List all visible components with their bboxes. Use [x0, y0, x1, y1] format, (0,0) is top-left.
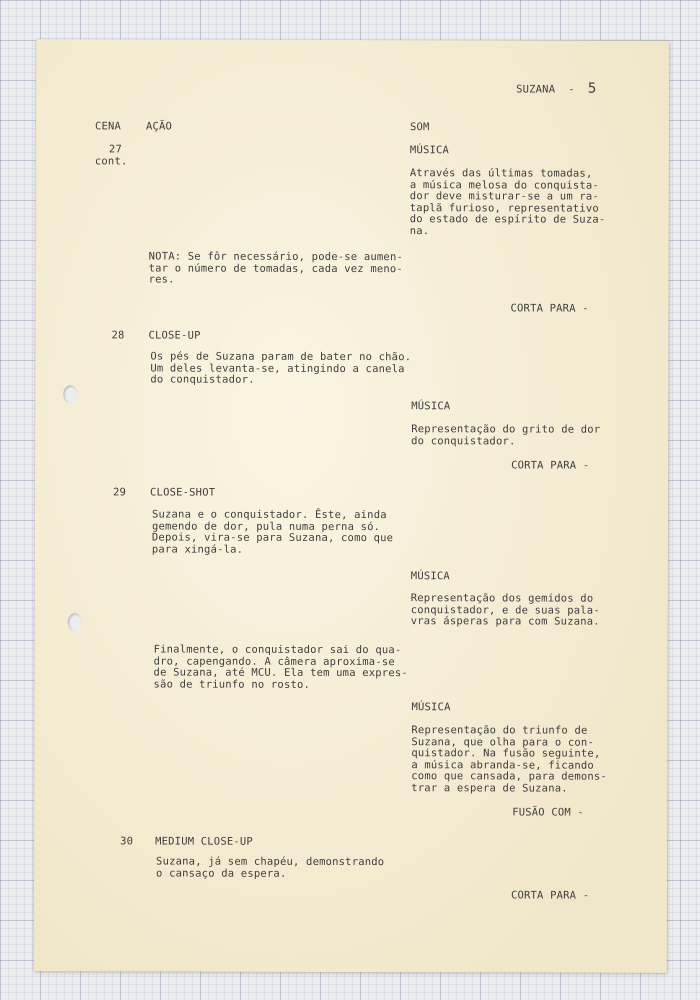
scene-note: NOTA: Se fôr necessário, pode-se aumen- tar o número de tomadas, cada vez meno- res. — [148, 250, 404, 286]
transition: CORTA PARA - — [511, 459, 590, 472]
column-scene-heading: CENA — [94, 120, 122, 133]
sound-heading: MÚSICA — [411, 400, 451, 413]
header-separator: - — [568, 83, 575, 96]
page-number: 5 — [587, 80, 597, 97]
transition: FUSÃO COM - — [512, 806, 584, 819]
sound-description: Representação do grito de dor do conquistador. — [411, 423, 601, 447]
scene-number: 27 — [108, 143, 122, 156]
scene-number: 29 — [113, 486, 127, 499]
action-description: Suzana, já sem chapéu, demonstrando o cansaço da espera. — [156, 855, 385, 880]
punch-hole-top — [63, 385, 77, 403]
column-sound-heading: SOM — [409, 121, 430, 134]
transition: CORTA PARA - — [510, 302, 589, 315]
punch-hole-bottom — [68, 613, 82, 631]
action-description: Os pés de Suzana param de bater no chão. Um deles levanta-se, atingindo a canela do conquistador. — [150, 350, 412, 386]
sound-heading: MÚSICA — [411, 701, 451, 714]
column-action-heading: AÇÃO — [145, 120, 173, 133]
scene-number: 30 — [120, 835, 134, 848]
sound-description: Representação do triunfo de Suzana, que olha para o con- quistador. Na fusão seguinte, a música abranda-se, ficando como que cansada, para demons- trar a espera de Suzana. — [411, 724, 607, 795]
sound-description: Através das últimas tomadas, a música melosa do conquista- dor deve misturar-se a um ra- taplã furioso, representativo do estado de espírito de Suza- na. — [409, 167, 606, 237]
action-description: Suzana e o conquistador. Êste, ainda gemendo de dor, pula numa perna só. Depois, vira-se para Suzana, como que para xingá-la. — [151, 508, 394, 556]
shot-type: CLOSE-SHOT — [150, 486, 216, 499]
action-description: Finalmente, o conquistador sai do qua- dro, capengando. A câmera aproxima-se de Suzana, até MCU. Ela tem uma expres- são de triunfo no rosto. — [153, 643, 408, 691]
scene-number: 28 — [111, 329, 125, 342]
sound-description: Representação dos gemidos do conquistador, e de suas pala- vras ásperas para com Suzana. — [410, 592, 600, 628]
shot-type: CLOSE-UP — [148, 329, 201, 342]
scene-continued: cont. — [94, 155, 128, 168]
sound-heading: MÚSICA — [410, 570, 450, 583]
sound-heading: MÚSICA — [409, 144, 450, 157]
shot-type: MEDIUM CLOSE-UP — [155, 835, 253, 848]
header-title: SUZANA — [516, 83, 556, 96]
page-header — [516, 80, 597, 97]
transition: CORTA PARA - — [510, 889, 590, 902]
script-page — [34, 39, 669, 973]
